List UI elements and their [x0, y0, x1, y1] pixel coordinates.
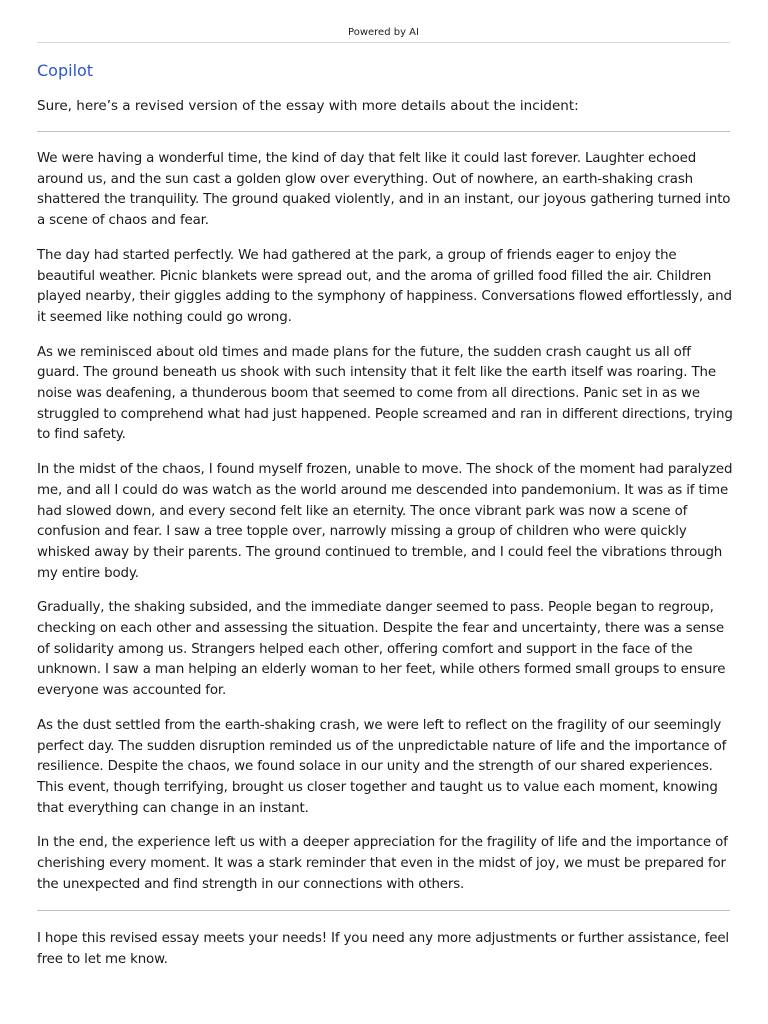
- top-divider: [37, 131, 730, 132]
- essay-paragraph: As the dust settled from the earth-shaking crash, we were left to reflect on the fragility of our seemingly perfect day. The sudden disruption reminded us of the unpredictable nature of life and the importance of resilience. Despite the chaos, we found solace in our unity and the strength of our shared experiences. This event, though terrifying, brought us closer together and taught us to value each moment, knowing that everything can change in an instant.: [37, 717, 727, 816]
- bottom-divider: [37, 910, 730, 911]
- copilot-title: Copilot: [37, 61, 94, 80]
- essay-paragraph: We were having a wonderful time, the kind of day that felt like it could last forever. Laughter echoed around us, and the sun cast a golden glow over everything. Out of nowhere, an earth-shaking crash shattered the tranquility. The ground quaked violently, and in an instant, our joyous gathering turned into a scene of chaos and fear.: [37, 151, 731, 229]
- essay-paragraph: In the end, the experience left us with a deeper appreciation for the fragility of life and the importance of cherishing every moment. It was a stark reminder that even in the midst of joy, we must be prepared for the unexpected and find strength in our connections with others.: [37, 835, 728, 892]
- essay-body: [37, 149, 737, 910]
- essay-paragraph: In the midst of the chaos, I found myself frozen, unable to move. The shock of the moment had paralyzed me, and all I could do was watch as the world around me descended into pandemonium. It was as if time had slowed down, and every second felt like an eternity. The once vibrant park was now a scene of confusion and fear. I saw a tree topple over, narrowly missing a group of children who were quickly whisked away by their parents. The ground continued to tremble, and I could feel the vibrations through my entire body.: [37, 462, 733, 581]
- powered-by-header: [37, 26, 730, 43]
- essay-paragraph: The day had started perfectly. We had gathered at the park, a group of friends eager to enjoy the beautiful weather. Picnic blankets were spread out, and the aroma of grilled food filled the air. Children played nearby, their giggles adding to the symphony of happiness. Conversations flowed effortlessly, and it seemed like nothing could go wrong.: [37, 247, 732, 325]
- response-intro: Sure, here’s a revised version of the essay with more details about the incident:: [37, 98, 579, 114]
- essay-paragraph: As we reminisced about old times and made plans for the future, the sudden crash caught us all off guard. The ground beneath us shook with such intensity that it felt like the earth itself was roaring. The noise was deafening, a thunderous boom that seemed to come from all directions. Panic set in as we struggled to comprehend what had just happened. People screamed and ran in different directions, trying to find safety.: [37, 344, 733, 443]
- powered-by-label: Powered by AI: [348, 27, 419, 38]
- essay-paragraph: Gradually, the shaking subsided, and the immediate danger seemed to pass. People began to regroup, checking on each other and assessing the situation. Despite the fear and uncertainty, there was a sense of solidarity among us. Strangers helped each other, offering comfort and support in the face of the unknown. I saw a man helping an elderly woman to her feet, while others formed small groups to ensure everyone was accounted for.: [37, 600, 726, 699]
- response-closing: I hope this revised essay meets your needs! If you need any more adjustments or further assistance, feel free to let me know.: [37, 931, 729, 967]
